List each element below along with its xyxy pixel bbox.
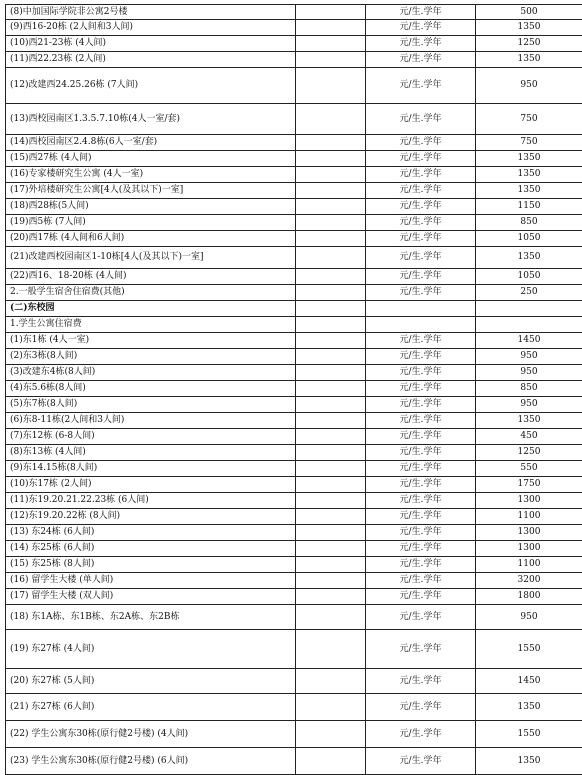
table-row [6,135,582,151]
unit-cell [366,317,476,333]
blank-cell [296,151,366,167]
table-row [6,493,582,509]
item-name-cell: (10)东17栋 (2人间) [6,477,296,493]
table-row [6,231,582,247]
table-row [6,365,582,381]
blank-cell [296,381,366,397]
unit-cell: 元/生.学年 [366,365,476,381]
item-name-cell: (13) 东24栋 (6人间) [6,525,296,541]
unit-cell: 元/生.学年 [366,20,476,36]
item-name-cell: (4)东5.6栋(8人间) [6,381,296,397]
price-cell: 1350 [476,413,582,429]
item-name-cell: (14)西校园南区2.4.8栋(6人一室/套) [6,135,296,151]
unit-cell: 元/生.学年 [366,247,476,269]
item-name-cell: (20)西17栋 (4人间和6人间) [6,231,296,247]
unit-cell: 元/生.学年 [366,183,476,199]
unit-cell: 元/生.学年 [366,429,476,445]
unit-cell: 元/生.学年 [366,509,476,525]
blank-cell [296,721,366,748]
item-name-cell: (1)东1栋 (4人一室) [6,333,296,349]
table-row [6,541,582,557]
price-cell: 1350 [476,247,582,269]
unit-cell: 元/生.学年 [366,68,476,104]
blank-cell [296,215,366,231]
blank-cell [296,445,366,461]
table-row [6,68,582,104]
item-name-cell: (19)西5栋 (7人间) [6,215,296,231]
table-row [6,36,582,52]
item-name-cell: (14) 东25栋 (6人间) [6,541,296,557]
item-name-cell: (8)东13栋 (4人间) [6,445,296,461]
price-cell: 1350 [476,20,582,36]
table-row [6,317,582,333]
price-cell: 750 [476,104,582,135]
table-row [6,52,582,68]
blank-cell [296,135,366,151]
price-cell: 1350 [476,52,582,68]
blank-cell [296,461,366,477]
blank-cell [296,333,366,349]
item-name-cell: (19) 东27栋 (4人间) [6,630,296,669]
price-cell: 950 [476,349,582,365]
price-cell: 1350 [476,151,582,167]
table-row [6,199,582,215]
price-cell: 1550 [476,721,582,748]
blank-cell [296,68,366,104]
blank-cell [296,525,366,541]
item-name-cell: (3)改建东4栋(8人间) [6,365,296,381]
unit-cell: 元/生.学年 [366,748,476,775]
item-name-cell: (17) 留学生大楼 (双人间) [6,589,296,605]
blank-cell [296,605,366,630]
unit-cell: 元/生.学年 [366,589,476,605]
price-cell: 1150 [476,199,582,215]
table-row [6,694,582,721]
price-cell: 1250 [476,36,582,52]
blank-cell [296,247,366,269]
item-name-cell: (16) 留学生大楼 (单人间) [6,573,296,589]
item-name-cell: (9)西16-20栋 (2人间和3人间) [6,20,296,36]
table-row [6,247,582,269]
unit-cell: 元/生.学年 [366,36,476,52]
unit-cell: 元/生.学年 [366,151,476,167]
blank-cell [296,183,366,199]
item-name-cell: (23) 学生公寓东30栋(原行健2号楼) (6人间) [6,748,296,775]
unit-cell: 元/生.学年 [366,333,476,349]
item-name-cell: (15) 东25栋 (8人间) [6,557,296,573]
price-cell: 450 [476,429,582,445]
price-cell: 1450 [476,333,582,349]
unit-cell: 元/生.学年 [366,694,476,721]
price-cell: 3200 [476,573,582,589]
price-cell: 1800 [476,589,582,605]
table-row [6,413,582,429]
item-name-cell: (2)东3栋(8人间) [6,349,296,365]
item-name-cell: (22) 学生公寓东30栋(原行健2号楼) (4人间) [6,721,296,748]
item-name-cell: (21)改建西校园南区1-10栋[4人(及其以下)一室] [6,247,296,269]
price-cell: 950 [476,397,582,413]
unit-cell: 元/生.学年 [366,231,476,247]
price-cell [476,301,582,317]
blank-cell [296,199,366,215]
table-row [6,349,582,365]
price-cell: 1100 [476,557,582,573]
unit-cell: 元/生.学年 [366,397,476,413]
blank-cell [296,36,366,52]
unit-cell [366,301,476,317]
price-cell: 1250 [476,445,582,461]
table-row [6,748,582,775]
price-cell: 1300 [476,525,582,541]
blank-cell [296,301,366,317]
table-row [6,381,582,397]
price-cell: 850 [476,381,582,397]
item-name-cell: (20) 东27栋 (5人间) [6,669,296,694]
table-row [6,477,582,493]
unit-cell: 元/生.学年 [366,215,476,231]
blank-cell [296,477,366,493]
unit-cell: 元/生.学年 [366,605,476,630]
blank-cell [296,397,366,413]
unit-cell: 元/生.学年 [366,630,476,669]
table-row [6,445,582,461]
unit-cell: 元/生.学年 [366,445,476,461]
blank-cell [296,429,366,445]
blank-cell [296,509,366,525]
unit-cell: 元/生.学年 [366,557,476,573]
unit-cell: 元/生.学年 [366,381,476,397]
blank-cell [296,231,366,247]
blank-cell [296,589,366,605]
item-name-cell: (8)中加国际学院非公寓2号楼 [6,5,296,20]
item-name-cell: (16)专家楼研究生公寓 (4人一室) [6,167,296,183]
table-row [6,605,582,630]
blank-cell [296,317,366,333]
blank-cell [296,349,366,365]
price-cell: 1350 [476,167,582,183]
unit-cell: 元/生.学年 [366,493,476,509]
table-row [6,669,582,694]
item-name-cell: (11)东19.20.21.22.23栋 (6人间) [6,493,296,509]
price-cell: 1050 [476,269,582,285]
price-cell: 1350 [476,694,582,721]
item-name-cell: (9)东14.15栋(8人间) [6,461,296,477]
table-row [6,20,582,36]
item-name-cell: (13)西校园南区1.3.5.7.10栋(4人一室/套) [6,104,296,135]
item-name-cell: (11)西22.23栋 (2人间) [6,52,296,68]
table-row [6,429,582,445]
table-row [6,397,582,413]
unit-cell: 元/生.学年 [366,541,476,557]
unit-cell: 元/生.学年 [366,477,476,493]
item-name-cell: (二)东校园 [6,301,296,317]
price-cell: 950 [476,365,582,381]
table-row [6,630,582,669]
price-cell: 1450 [476,669,582,694]
price-cell: 550 [476,461,582,477]
table-row [6,183,582,199]
table-row [6,285,582,301]
item-name-cell: 1.学生公寓住宿费 [6,317,296,333]
price-cell: 950 [476,68,582,104]
item-name-cell: (7)东12栋 (6-8人间) [6,429,296,445]
blank-cell [296,104,366,135]
blank-cell [296,573,366,589]
price-cell [476,317,582,333]
item-name-cell: (21) 东27栋 (6人间) [6,694,296,721]
unit-cell: 元/生.学年 [366,285,476,301]
price-cell: 750 [476,135,582,151]
table-row [6,589,582,605]
table-row [6,269,582,285]
table-row [6,721,582,748]
table-row [6,525,582,541]
blank-cell [296,285,366,301]
blank-cell [296,748,366,775]
section-row [6,301,582,317]
unit-cell: 元/生.学年 [366,199,476,215]
price-cell: 1350 [476,748,582,775]
unit-cell: 元/生.学年 [366,669,476,694]
table-row [6,104,582,135]
price-cell: 1300 [476,541,582,557]
price-cell: 850 [476,215,582,231]
item-name-cell: 2.一般学生宿舍住宿费(其他) [6,285,296,301]
unit-cell: 元/生.学年 [366,573,476,589]
blank-cell [296,557,366,573]
table-row [6,151,582,167]
blank-cell [296,413,366,429]
table-row [6,557,582,573]
unit-cell: 元/生.学年 [366,104,476,135]
table-row [6,215,582,231]
blank-cell [296,52,366,68]
unit-cell: 元/生.学年 [366,413,476,429]
item-name-cell: (5)东7栋(8人间) [6,397,296,413]
item-name-cell: (15)西27栋 (4人间) [6,151,296,167]
unit-cell: 元/生.学年 [366,52,476,68]
item-name-cell: (6)东8-11栋(2人间和3人间) [6,413,296,429]
table-row [6,461,582,477]
price-cell: 1350 [476,183,582,199]
blank-cell [296,630,366,669]
item-name-cell: (18) 东1A栋、东1B栋、东2A栋、东2B栋 [6,605,296,630]
table-row [6,333,582,349]
item-name-cell: (22)西16、18-20栋 (4人间) [6,269,296,285]
price-cell: 1050 [476,231,582,247]
unit-cell: 元/生.学年 [366,525,476,541]
item-name-cell: (10)西21-23栋 (4人间) [6,36,296,52]
table-row [6,573,582,589]
unit-cell: 元/生.学年 [366,167,476,183]
item-name-cell: (17)外培楼研究生公寓[4人(及其以下)一室] [6,183,296,199]
price-cell: 1100 [476,509,582,525]
unit-cell: 元/生.学年 [366,721,476,748]
blank-cell [296,493,366,509]
unit-cell: 元/生.学年 [366,135,476,151]
table-row [6,167,582,183]
price-cell: 1750 [476,477,582,493]
price-cell: 1300 [476,493,582,509]
blank-cell [296,20,366,36]
blank-cell [296,167,366,183]
blank-cell [296,365,366,381]
price-cell: 500 [476,5,582,20]
item-name-cell: (12)东19.20.22栋 (8人间) [6,509,296,525]
fee-table [5,4,582,775]
blank-cell [296,5,366,20]
price-cell: 1550 [476,630,582,669]
unit-cell: 元/生.学年 [366,5,476,20]
item-name-cell: (18)西28栋(5人间) [6,199,296,215]
price-cell: 250 [476,285,582,301]
price-cell: 950 [476,605,582,630]
blank-cell [296,669,366,694]
blank-cell [296,694,366,721]
table-row [6,5,582,20]
blank-cell [296,269,366,285]
unit-cell: 元/生.学年 [366,349,476,365]
unit-cell: 元/生.学年 [366,461,476,477]
table-row [6,509,582,525]
blank-cell [296,541,366,557]
fee-table-body [6,5,582,775]
item-name-cell: (12)改建西24.25.26栋 (7人间) [6,68,296,104]
unit-cell: 元/生.学年 [366,269,476,285]
